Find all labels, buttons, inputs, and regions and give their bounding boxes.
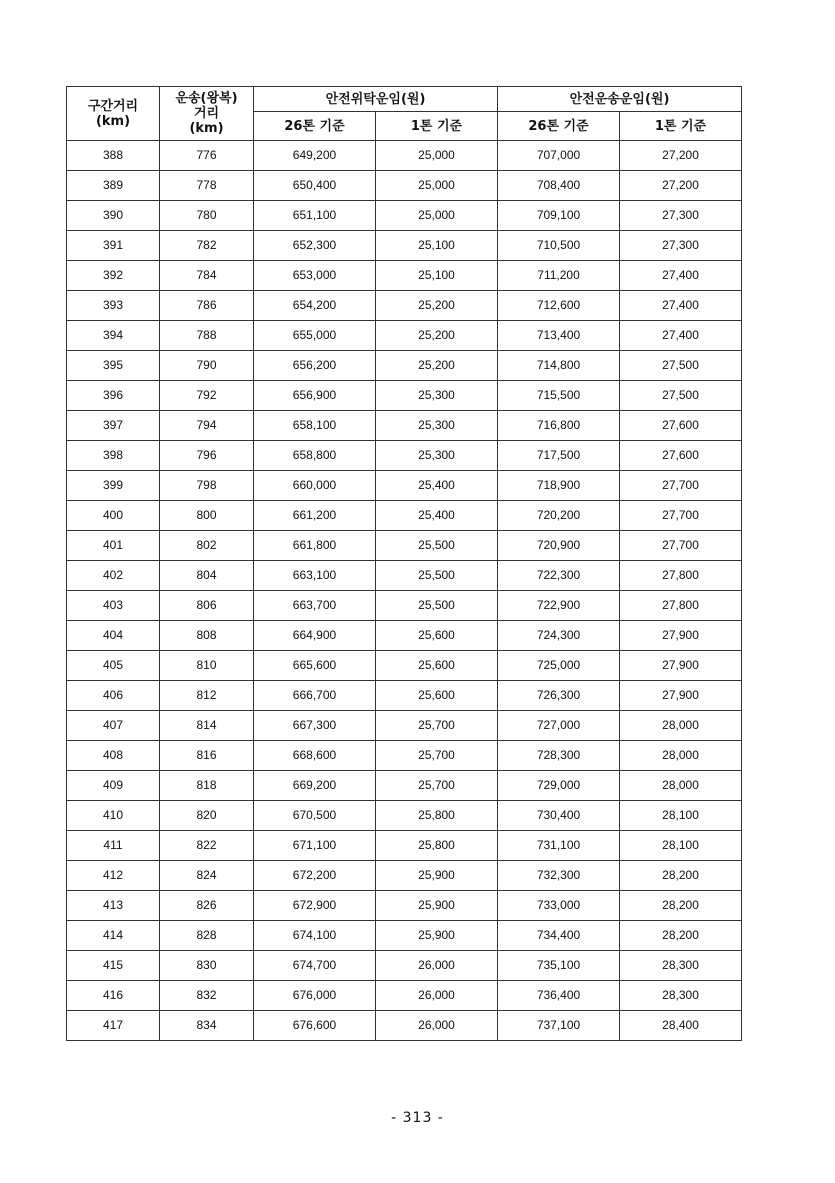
- cell-section-distance: 411: [67, 831, 160, 861]
- cell-consign-1ton: 25,100: [376, 261, 498, 291]
- table-row: [67, 801, 742, 831]
- cell-section-distance: 413: [67, 891, 160, 921]
- cell-round-trip-distance: 782: [160, 231, 254, 261]
- cell-round-trip-distance: 830: [160, 951, 254, 981]
- cell-consign-1ton: 25,400: [376, 501, 498, 531]
- cell-round-trip-distance: 798: [160, 471, 254, 501]
- cell-consign-26ton: 649,200: [254, 141, 376, 171]
- cell-consign-26ton: 653,000: [254, 261, 376, 291]
- cell-round-trip-distance: 816: [160, 741, 254, 771]
- cell-consign-1ton: 25,000: [376, 141, 498, 171]
- cell-consign-1ton: 25,000: [376, 201, 498, 231]
- cell-round-trip-distance: 800: [160, 501, 254, 531]
- table-row: [67, 951, 742, 981]
- cell-transport-1ton: 27,600: [620, 441, 742, 471]
- cell-section-distance: 396: [67, 381, 160, 411]
- cell-consign-1ton: 25,700: [376, 741, 498, 771]
- cell-consign-26ton: 660,000: [254, 471, 376, 501]
- cell-consign-1ton: 25,700: [376, 711, 498, 741]
- cell-transport-1ton: 27,800: [620, 561, 742, 591]
- table-row: [67, 1011, 742, 1041]
- table-body: [67, 141, 742, 1041]
- cell-transport-1ton: 27,400: [620, 321, 742, 351]
- cell-section-distance: 417: [67, 1011, 160, 1041]
- cell-transport-1ton: 27,900: [620, 621, 742, 651]
- cell-round-trip-distance: 776: [160, 141, 254, 171]
- cell-consign-1ton: 25,400: [376, 471, 498, 501]
- cell-section-distance: 415: [67, 951, 160, 981]
- header-consign-26ton: 26톤 기준: [254, 112, 376, 141]
- cell-section-distance: 400: [67, 501, 160, 531]
- cell-round-trip-distance: 780: [160, 201, 254, 231]
- cell-section-distance: 406: [67, 681, 160, 711]
- cell-consign-1ton: 25,300: [376, 411, 498, 441]
- cell-consign-26ton: 658,800: [254, 441, 376, 471]
- cell-consign-26ton: 655,000: [254, 321, 376, 351]
- table-row: [67, 861, 742, 891]
- cell-round-trip-distance: 806: [160, 591, 254, 621]
- cell-consign-1ton: 25,600: [376, 651, 498, 681]
- cell-round-trip-distance: 796: [160, 441, 254, 471]
- cell-consign-1ton: 25,100: [376, 231, 498, 261]
- cell-transport-26ton: 714,800: [498, 351, 620, 381]
- header-section-distance-label: 구간거리 (km): [87, 98, 139, 129]
- cell-transport-26ton: 713,400: [498, 321, 620, 351]
- cell-transport-26ton: 722,900: [498, 591, 620, 621]
- cell-section-distance: 410: [67, 801, 160, 831]
- cell-section-distance: 403: [67, 591, 160, 621]
- table-row: [67, 651, 742, 681]
- cell-consign-1ton: 25,200: [376, 351, 498, 381]
- cell-section-distance: 402: [67, 561, 160, 591]
- cell-consign-26ton: 663,100: [254, 561, 376, 591]
- header-round-trip-distance-label: 운송(왕복) 거리 (km): [175, 91, 238, 136]
- cell-section-distance: 392: [67, 261, 160, 291]
- header-section-distance: [67, 87, 160, 141]
- table-row: [67, 561, 742, 591]
- cell-transport-26ton: 729,000: [498, 771, 620, 801]
- cell-section-distance: 414: [67, 921, 160, 951]
- cell-transport-1ton: 28,100: [620, 831, 742, 861]
- cell-round-trip-distance: 822: [160, 831, 254, 861]
- cell-round-trip-distance: 802: [160, 531, 254, 561]
- cell-round-trip-distance: 792: [160, 381, 254, 411]
- cell-round-trip-distance: 808: [160, 621, 254, 651]
- cell-consign-1ton: 25,900: [376, 891, 498, 921]
- cell-consign-1ton: 26,000: [376, 951, 498, 981]
- cell-consign-1ton: 25,800: [376, 831, 498, 861]
- cell-transport-26ton: 722,300: [498, 561, 620, 591]
- cell-consign-26ton: 672,200: [254, 861, 376, 891]
- cell-section-distance: 390: [67, 201, 160, 231]
- cell-section-distance: 395: [67, 351, 160, 381]
- cell-section-distance: 398: [67, 441, 160, 471]
- cell-section-distance: 408: [67, 741, 160, 771]
- cell-transport-26ton: 718,900: [498, 471, 620, 501]
- cell-transport-26ton: 708,400: [498, 171, 620, 201]
- table-row: [67, 381, 742, 411]
- cell-consign-1ton: 25,300: [376, 441, 498, 471]
- cell-transport-1ton: 27,700: [620, 501, 742, 531]
- table-row: [67, 681, 742, 711]
- cell-round-trip-distance: 790: [160, 351, 254, 381]
- table-row: [67, 711, 742, 741]
- cell-consign-1ton: 25,500: [376, 531, 498, 561]
- cell-transport-1ton: 28,200: [620, 891, 742, 921]
- cell-transport-26ton: 717,500: [498, 441, 620, 471]
- table-row: [67, 411, 742, 441]
- cell-consign-26ton: 661,800: [254, 531, 376, 561]
- header-safe-transport-fare: 안전운송운임(원): [498, 87, 742, 112]
- cell-transport-1ton: 28,000: [620, 741, 742, 771]
- cell-consign-26ton: 670,500: [254, 801, 376, 831]
- header-round-trip-distance: [160, 87, 254, 141]
- cell-section-distance: 409: [67, 771, 160, 801]
- cell-transport-1ton: 27,600: [620, 411, 742, 441]
- header-transport-1ton: 1톤 기준: [620, 112, 742, 141]
- table-header: [67, 87, 742, 141]
- table-row: [67, 531, 742, 561]
- table-row: [67, 321, 742, 351]
- cell-consign-1ton: 26,000: [376, 1011, 498, 1041]
- cell-transport-26ton: 715,500: [498, 381, 620, 411]
- cell-consign-1ton: 25,800: [376, 801, 498, 831]
- cell-round-trip-distance: 810: [160, 651, 254, 681]
- cell-consign-26ton: 663,700: [254, 591, 376, 621]
- cell-consign-26ton: 671,100: [254, 831, 376, 861]
- cell-consign-1ton: 25,700: [376, 771, 498, 801]
- cell-round-trip-distance: 828: [160, 921, 254, 951]
- cell-transport-26ton: 707,000: [498, 141, 620, 171]
- cell-transport-26ton: 712,600: [498, 291, 620, 321]
- cell-section-distance: 391: [67, 231, 160, 261]
- cell-consign-1ton: 25,200: [376, 291, 498, 321]
- cell-consign-26ton: 667,300: [254, 711, 376, 741]
- cell-consign-26ton: 654,200: [254, 291, 376, 321]
- cell-round-trip-distance: 820: [160, 801, 254, 831]
- cell-consign-26ton: 651,100: [254, 201, 376, 231]
- cell-consign-1ton: 25,000: [376, 171, 498, 201]
- table-row: [67, 501, 742, 531]
- table-row: [67, 591, 742, 621]
- cell-consign-26ton: 674,700: [254, 951, 376, 981]
- cell-round-trip-distance: 812: [160, 681, 254, 711]
- table-row: [67, 921, 742, 951]
- table-row: [67, 261, 742, 291]
- cell-transport-1ton: 27,900: [620, 681, 742, 711]
- cell-section-distance: 416: [67, 981, 160, 1011]
- cell-consign-26ton: 676,600: [254, 1011, 376, 1041]
- cell-section-distance: 404: [67, 621, 160, 651]
- cell-consign-26ton: 661,200: [254, 501, 376, 531]
- cell-section-distance: 399: [67, 471, 160, 501]
- cell-round-trip-distance: 818: [160, 771, 254, 801]
- table-row: [67, 171, 742, 201]
- cell-transport-1ton: 28,200: [620, 861, 742, 891]
- cell-consign-1ton: 25,600: [376, 621, 498, 651]
- cell-transport-1ton: 28,200: [620, 921, 742, 951]
- cell-section-distance: 407: [67, 711, 160, 741]
- table-row: [67, 831, 742, 861]
- cell-transport-1ton: 28,300: [620, 981, 742, 1011]
- header-consign-1ton: 1톤 기준: [376, 112, 498, 141]
- cell-round-trip-distance: 794: [160, 411, 254, 441]
- cell-consign-1ton: 26,000: [376, 981, 498, 1011]
- cell-round-trip-distance: 814: [160, 711, 254, 741]
- cell-transport-1ton: 28,100: [620, 801, 742, 831]
- cell-transport-1ton: 27,400: [620, 261, 742, 291]
- cell-transport-26ton: 710,500: [498, 231, 620, 261]
- cell-round-trip-distance: 778: [160, 171, 254, 201]
- cell-consign-26ton: 668,600: [254, 741, 376, 771]
- cell-transport-26ton: 716,800: [498, 411, 620, 441]
- cell-transport-1ton: 27,500: [620, 351, 742, 381]
- header-transport-26ton: 26톤 기준: [498, 112, 620, 141]
- cell-section-distance: 397: [67, 411, 160, 441]
- table-row: [67, 981, 742, 1011]
- cell-section-distance: 412: [67, 861, 160, 891]
- cell-transport-26ton: 727,000: [498, 711, 620, 741]
- cell-consign-26ton: 650,400: [254, 171, 376, 201]
- cell-consign-1ton: 25,500: [376, 561, 498, 591]
- header-safe-consign-fare: 안전위탁운임(원): [254, 87, 498, 112]
- cell-consign-26ton: 652,300: [254, 231, 376, 261]
- cell-transport-26ton: 734,400: [498, 921, 620, 951]
- cell-consign-26ton: 665,600: [254, 651, 376, 681]
- cell-consign-26ton: 676,000: [254, 981, 376, 1011]
- table-row: [67, 741, 742, 771]
- cell-transport-26ton: 709,100: [498, 201, 620, 231]
- cell-transport-1ton: 27,700: [620, 531, 742, 561]
- cell-transport-1ton: 27,500: [620, 381, 742, 411]
- cell-consign-26ton: 666,700: [254, 681, 376, 711]
- cell-transport-1ton: 27,300: [620, 231, 742, 261]
- cell-consign-26ton: 672,900: [254, 891, 376, 921]
- cell-consign-26ton: 674,100: [254, 921, 376, 951]
- cell-transport-26ton: 732,300: [498, 861, 620, 891]
- cell-transport-26ton: 720,200: [498, 501, 620, 531]
- cell-consign-1ton: 25,900: [376, 861, 498, 891]
- table-row: [67, 291, 742, 321]
- cell-round-trip-distance: 788: [160, 321, 254, 351]
- cell-transport-1ton: 27,700: [620, 471, 742, 501]
- cell-transport-1ton: 28,300: [620, 951, 742, 981]
- cell-transport-26ton: 720,900: [498, 531, 620, 561]
- page-number: - 313 -: [391, 1110, 444, 1126]
- table-row: [67, 351, 742, 381]
- cell-transport-26ton: 725,000: [498, 651, 620, 681]
- cell-consign-26ton: 656,200: [254, 351, 376, 381]
- cell-transport-26ton: 737,100: [498, 1011, 620, 1041]
- cell-transport-1ton: 27,900: [620, 651, 742, 681]
- cell-consign-26ton: 658,100: [254, 411, 376, 441]
- cell-consign-1ton: 25,900: [376, 921, 498, 951]
- cell-round-trip-distance: 832: [160, 981, 254, 1011]
- cell-transport-1ton: 27,300: [620, 201, 742, 231]
- cell-transport-26ton: 726,300: [498, 681, 620, 711]
- cell-transport-26ton: 724,300: [498, 621, 620, 651]
- cell-section-distance: 405: [67, 651, 160, 681]
- table-row: [67, 621, 742, 651]
- cell-transport-1ton: 27,200: [620, 141, 742, 171]
- cell-consign-26ton: 656,900: [254, 381, 376, 411]
- cell-section-distance: 388: [67, 141, 160, 171]
- cell-transport-1ton: 27,800: [620, 591, 742, 621]
- table-row: [67, 141, 742, 171]
- cell-consign-1ton: 25,200: [376, 321, 498, 351]
- cell-round-trip-distance: 786: [160, 291, 254, 321]
- cell-round-trip-distance: 784: [160, 261, 254, 291]
- table-row: [67, 201, 742, 231]
- table-row: [67, 891, 742, 921]
- cell-transport-26ton: 735,100: [498, 951, 620, 981]
- cell-consign-1ton: 25,600: [376, 681, 498, 711]
- table-row: [67, 231, 742, 261]
- cell-transport-26ton: 736,400: [498, 981, 620, 1011]
- cell-consign-1ton: 25,500: [376, 591, 498, 621]
- cell-round-trip-distance: 826: [160, 891, 254, 921]
- cell-transport-26ton: 728,300: [498, 741, 620, 771]
- cell-round-trip-distance: 834: [160, 1011, 254, 1041]
- cell-section-distance: 389: [67, 171, 160, 201]
- cell-transport-26ton: 731,100: [498, 831, 620, 861]
- cell-transport-1ton: 28,000: [620, 771, 742, 801]
- cell-transport-26ton: 730,400: [498, 801, 620, 831]
- cell-consign-1ton: 25,300: [376, 381, 498, 411]
- cell-round-trip-distance: 824: [160, 861, 254, 891]
- cell-transport-1ton: 27,200: [620, 171, 742, 201]
- cell-section-distance: 394: [67, 321, 160, 351]
- cell-consign-26ton: 664,900: [254, 621, 376, 651]
- cell-transport-26ton: 711,200: [498, 261, 620, 291]
- cell-consign-26ton: 669,200: [254, 771, 376, 801]
- fare-table: [66, 86, 742, 1041]
- cell-transport-1ton: 27,400: [620, 291, 742, 321]
- cell-transport-1ton: 28,000: [620, 711, 742, 741]
- table-row: [67, 471, 742, 501]
- cell-round-trip-distance: 804: [160, 561, 254, 591]
- cell-section-distance: 393: [67, 291, 160, 321]
- cell-section-distance: 401: [67, 531, 160, 561]
- table-row: [67, 441, 742, 471]
- cell-transport-1ton: 28,400: [620, 1011, 742, 1041]
- table-row: [67, 771, 742, 801]
- cell-transport-26ton: 733,000: [498, 891, 620, 921]
